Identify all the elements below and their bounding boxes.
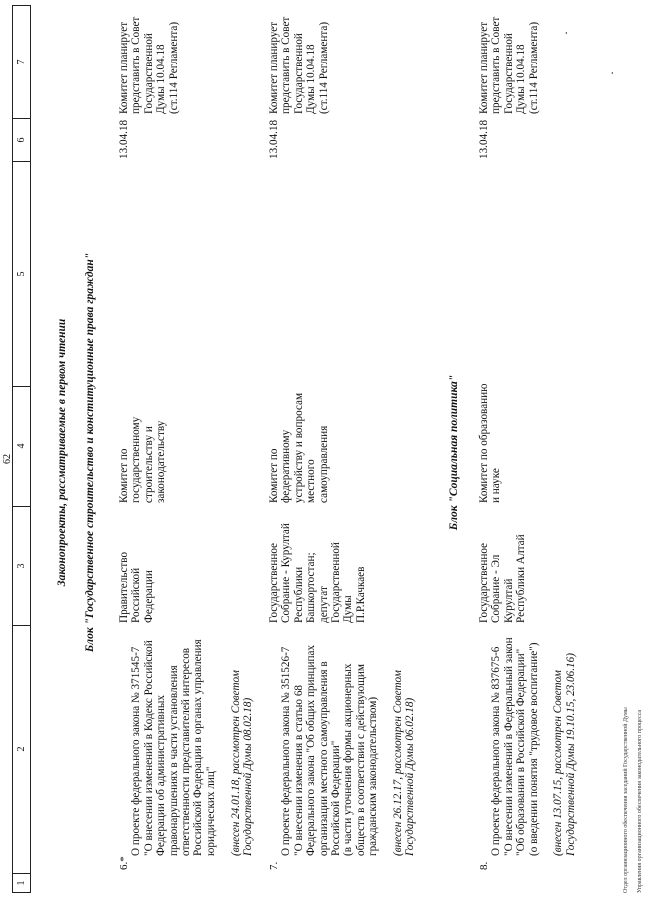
bill-note: (внесен 26.12.17, рассмотрен Советом Государственной Думы 06.02.18) — [392, 670, 417, 856]
footer — [616, 707, 651, 893]
col-divider-3 — [12, 506, 30, 507]
header-line-top — [12, 5, 13, 893]
header-line-bottom — [30, 5, 31, 893]
review-date: 13.04.18 — [268, 119, 280, 159]
block-title: Блок "Социальная политика" — [448, 374, 460, 531]
column-number: 5 — [16, 271, 27, 277]
column-number: 7 — [16, 59, 27, 65]
row-number: 6.* — [118, 856, 130, 870]
bill-author: Государственное Собрание - Курултай Республики Башкортостан; депутат Государственной Думы П.Р.Качкаев — [268, 523, 367, 623]
bill-title: О проекте федерального закона № 371545-7 "О внесении изменений в Кодекс Российской Федерации об административных правонарушениях в части установления ответственности представителей интересов Российской Федерации в органах управления юридических лиц" — [130, 639, 217, 856]
responsible-committee: Комитет по государственному строительству и законодательству — [118, 416, 168, 503]
bill-note: (внесен 13.07.15, рассмотрен Советом Государственной Думы 19.10.15, 23.06.16) — [552, 653, 577, 856]
bill-note: (внесен 24.01.18, рассмотрен Советом Государственной Думы 08.02.18) — [229, 670, 255, 856]
committee-note: Комитет планирует представить в Совет Государственной Думы 10.04.18 (ст.114 Регламента) — [118, 16, 180, 114]
column-number: 4 — [16, 443, 27, 449]
bill-author: Правительство Российской Федерации — [118, 551, 155, 623]
col-divider-4 — [12, 386, 30, 387]
review-date: 13.04.18 — [118, 119, 130, 159]
column-number: 1 — [16, 880, 27, 886]
review-date: 13.04.18 — [478, 119, 490, 159]
scan-speck: · — [559, 31, 573, 35]
bill-title: О проекте федерального закона № 351526-7 "О внесении изменения в статью 68 Федерального закона "Об общих принципах организации местного самоуправления в Российской Федерации" (в части уточнения формы акционерных обществ в соответствии с действующим гражданским законодательством) — [280, 644, 380, 856]
bill-description — [478, 624, 590, 856]
col-divider-5 — [12, 161, 30, 162]
col-divider-7 — [12, 5, 30, 6]
section-title: Законопроекты, рассматриваемые в первом чтении — [56, 318, 68, 587]
col-divider-2 — [12, 625, 30, 626]
col-divider-0 — [12, 892, 30, 893]
responsible-committee: Комитет по образованию и науке — [478, 383, 503, 503]
column-number: 6 — [16, 137, 27, 143]
footer-line: Управления организационного обеспечения законодательного процесса — [637, 709, 643, 893]
block-title: Блок "Государственное строительство и конституционные права граждан" — [84, 252, 96, 653]
row-number: 8. — [478, 861, 490, 870]
col-divider-6 — [12, 118, 30, 119]
column-number: 3 — [16, 563, 27, 569]
scan-speck: · — [605, 71, 619, 75]
footer-line: Отдел организационного обеспечения заседаний Государственной Думы — [623, 707, 629, 893]
committee-note: Комитет планирует представить в Совет Государственной Думы 10.04.18 (ст.114 Регламента) — [268, 16, 330, 114]
bill-author: Государственное Собрание - Эл Курултай Республики Алтай — [478, 534, 528, 623]
committee-note: Комитет планирует представить в Совет Государственной Думы 10.04.18 (ст.114 Регламента) — [478, 16, 540, 114]
row-number: 7. — [268, 861, 280, 870]
bill-description — [268, 624, 429, 856]
bill-description — [118, 624, 267, 856]
responsible-committee: Комитет по федеративному устройству и вопросам местного самоуправления — [268, 392, 330, 503]
bill-title: О проекте федерального закона № 837675-6 "О внесении изменений в Федеральный закон "Об образовании в Российской Федерации" (о введении понятия "трудовое воспитание") — [490, 637, 540, 856]
col-divider-1 — [12, 873, 30, 874]
column-number: 2 — [16, 746, 27, 752]
page-number: 62 — [2, 454, 13, 464]
